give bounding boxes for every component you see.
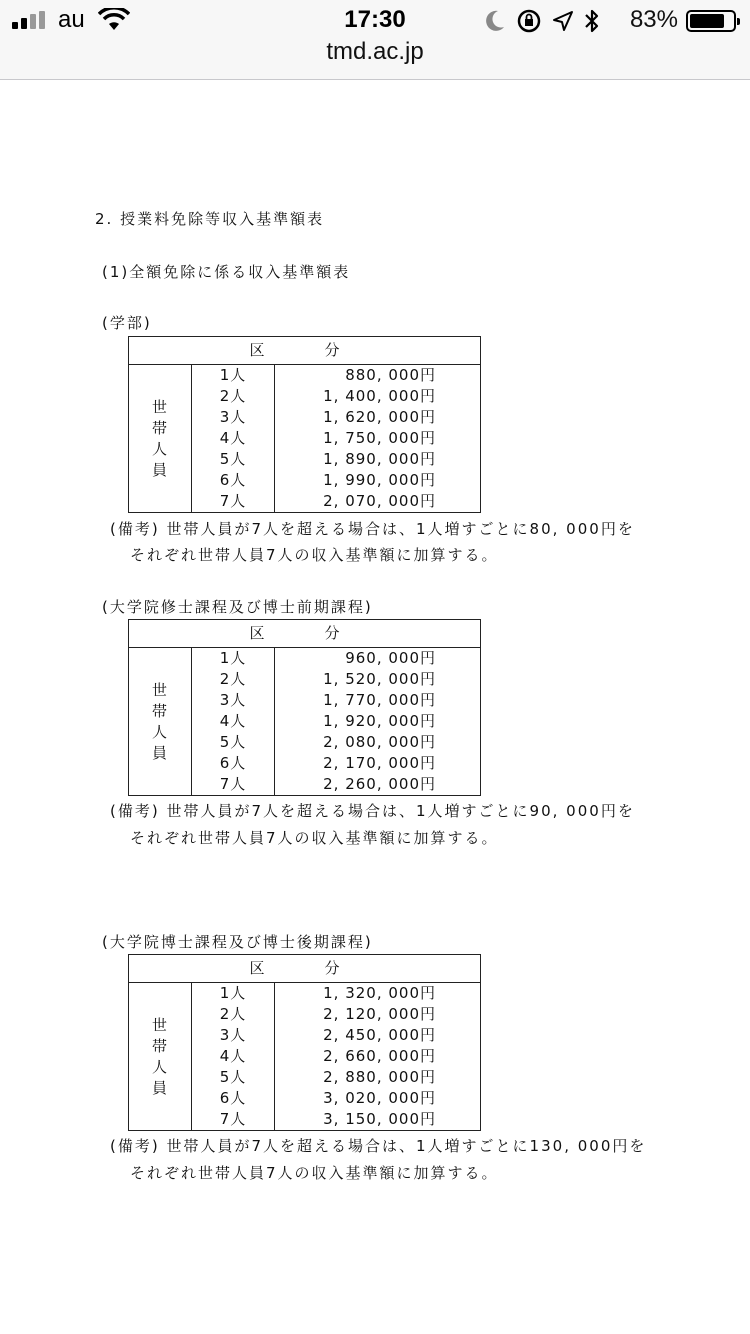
- table-header: 区分: [129, 620, 481, 648]
- household-count: 2人: [192, 669, 275, 690]
- status-icons: [484, 8, 600, 34]
- household-label: 世 帯 人 員: [129, 983, 192, 1131]
- household-count: 5人: [192, 449, 275, 470]
- income-amount: 1, 620, 000円: [275, 407, 481, 428]
- household-count: 1人: [192, 365, 275, 387]
- income-table-doctoral: [128, 954, 481, 1131]
- income-amount: 1, 520, 000円: [275, 669, 481, 690]
- household-count: 5人: [192, 1067, 275, 1088]
- household-count: 4人: [192, 711, 275, 732]
- bluetooth-icon: [584, 8, 600, 34]
- household-label: 世 帯 人 員: [129, 648, 192, 796]
- household-count: 4人: [192, 1046, 275, 1067]
- page-heading: 2. 授業料免除等収入基準額表: [95, 210, 325, 228]
- carrier-name: au: [58, 6, 85, 33]
- household-count: 5人: [192, 732, 275, 753]
- income-table-masters: [128, 619, 481, 796]
- household-count: 3人: [192, 407, 275, 428]
- battery-fill: [690, 14, 724, 28]
- table-note: (備考) 世帯人員が7人を超える場合は、1人増すごとに80, 000円を: [110, 520, 635, 538]
- battery-icon: [686, 10, 736, 32]
- income-amount: 2, 120, 000円: [275, 1004, 481, 1025]
- income-amount: 2, 080, 000円: [275, 732, 481, 753]
- income-amount: 1, 890, 000円: [275, 449, 481, 470]
- address-bar[interactable]: tmd.ac.jp: [326, 38, 424, 65]
- income-amount: 3, 150, 000円: [275, 1109, 481, 1131]
- table-title: (大学院修士課程及び博士前期課程): [102, 598, 373, 616]
- moon-icon: [484, 9, 506, 33]
- household-count: 7人: [192, 1109, 275, 1131]
- income-amount: 1, 770, 000円: [275, 690, 481, 711]
- household-count: 6人: [192, 753, 275, 774]
- income-amount: 1, 920, 000円: [275, 711, 481, 732]
- income-amount: 960, 000円: [275, 648, 481, 670]
- income-amount: 1, 400, 000円: [275, 386, 481, 407]
- household-count: 4人: [192, 428, 275, 449]
- household-count: 7人: [192, 491, 275, 513]
- income-amount: 2, 070, 000円: [275, 491, 481, 513]
- household-count: 2人: [192, 386, 275, 407]
- income-amount: 2, 260, 000円: [275, 774, 481, 796]
- table-note: (備考) 世帯人員が7人を超える場合は、1人増すごとに90, 000円を: [110, 802, 635, 820]
- status-time: 17:30: [344, 6, 406, 33]
- income-amount: 1, 320, 000円: [275, 983, 481, 1005]
- household-count: 6人: [192, 1088, 275, 1109]
- battery-percent: 83%: [629, 6, 678, 33]
- household-count: 7人: [192, 774, 275, 796]
- table-title: (学部): [102, 314, 152, 332]
- income-amount: 1, 990, 000円: [275, 470, 481, 491]
- income-amount: 3, 020, 000円: [275, 1088, 481, 1109]
- income-amount: 1, 750, 000円: [275, 428, 481, 449]
- table-note-continued: それぞれ世帯人員7人の収入基準額に加算する。: [130, 829, 499, 847]
- household-label: 世 帯 人 員: [129, 365, 192, 513]
- table-note-continued: それぞれ世帯人員7人の収入基準額に加算する。: [130, 1164, 499, 1182]
- browser-top-bar: [0, 0, 750, 80]
- income-amount: 880, 000円: [275, 365, 481, 387]
- household-count: 1人: [192, 648, 275, 670]
- household-count: 3人: [192, 690, 275, 711]
- household-count: 1人: [192, 983, 275, 1005]
- section-subheading: (1)全額免除に係る収入基準額表: [102, 263, 351, 281]
- table-header: 区分: [129, 955, 481, 983]
- table-note-continued: それぞれ世帯人員7人の収入基準額に加算する。: [130, 546, 499, 564]
- household-count: 3人: [192, 1025, 275, 1046]
- orientation-lock-icon: [516, 8, 542, 34]
- household-count: 6人: [192, 470, 275, 491]
- income-amount: 2, 450, 000円: [275, 1025, 481, 1046]
- income-amount: 2, 660, 000円: [275, 1046, 481, 1067]
- location-arrow-icon: [552, 10, 574, 32]
- income-amount: 2, 880, 000円: [275, 1067, 481, 1088]
- household-count: 2人: [192, 1004, 275, 1025]
- table-header: 区分: [129, 337, 481, 365]
- table-note: (備考) 世帯人員が7人を超える場合は、1人増すごとに130, 000円を: [110, 1137, 647, 1155]
- income-table-undergraduate: [128, 336, 481, 513]
- income-amount: 2, 170, 000円: [275, 753, 481, 774]
- table-title: (大学院博士課程及び博士後期課程): [102, 933, 373, 951]
